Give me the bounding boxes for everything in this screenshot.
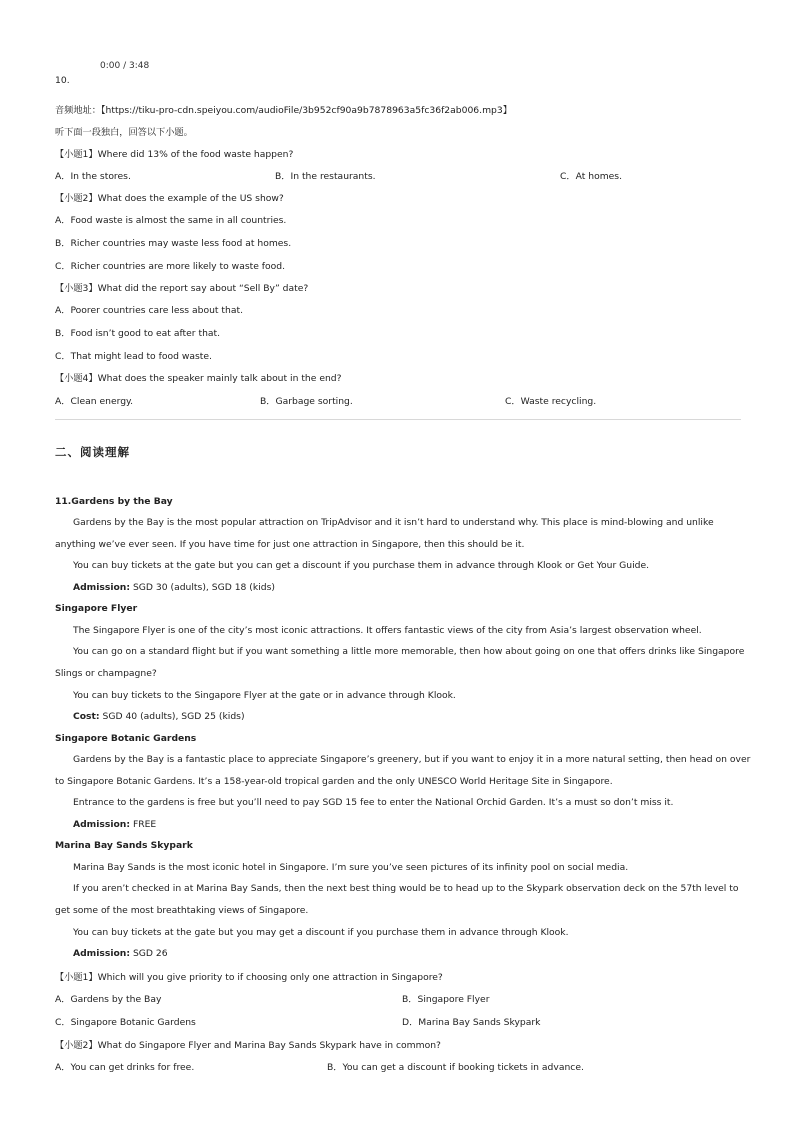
price-label: Cost: — [73, 711, 100, 722]
price-line — [73, 819, 156, 830]
paragraph: The Singapore Flyer is one of the city’s most iconic attractions. It offers fantastic views of the city from Asia’s largest observation wheel. — [73, 625, 702, 636]
question-number: 11. — [55, 496, 72, 507]
price-label: Admission: — [73, 948, 131, 959]
attraction-title: Singapore Flyer — [55, 603, 138, 614]
option[interactable]: A．Clean energy. — [55, 396, 134, 407]
paragraph: You can buy tickets at the gate but you may get a discount if you purchase them in advance through Klook. — [73, 927, 569, 938]
paragraph: Gardens by the Bay is the most popular attraction on TripAdvisor and it isn’t hard to understand why. This place is mind-blowing and unlike — [73, 517, 714, 528]
price-value: SGD 26 — [130, 948, 168, 959]
paragraph: If you aren’t checked in at Marina Bay Sands, then the next best thing would be to head up to the Skypark observation deck on the 57th level to — [73, 883, 739, 894]
option[interactable]: B．Garbage sorting. — [260, 396, 353, 407]
option[interactable]: C．Richer countries are more likely to waste food. — [55, 261, 286, 272]
section-divider — [55, 419, 741, 420]
price-label: Admission: — [73, 819, 131, 830]
option[interactable]: A．Food waste is almost the same in all countries. — [55, 215, 287, 226]
option[interactable]: B．Singapore Flyer — [402, 994, 490, 1005]
option[interactable]: A．Gardens by the Bay — [55, 994, 162, 1005]
paragraph: You can buy tickets to the Singapore Flyer at the gate or in advance through Klook. — [73, 690, 456, 701]
paragraph: You can buy tickets at the gate but you can get a discount if you purchase them in advance through Klook or Get Your Guide. — [73, 560, 650, 571]
option[interactable]: B．In the restaurants. — [275, 171, 376, 182]
option[interactable]: C．At homes. — [560, 171, 623, 182]
option[interactable]: A．In the stores. — [55, 171, 131, 182]
question-number: 10. — [55, 75, 70, 86]
option[interactable]: A．Poorer countries care less about that. — [55, 305, 243, 316]
option[interactable]: B．You can get a discount if booking tickets in advance. — [327, 1062, 584, 1073]
question-stem: 【小题4】What does the speaker mainly talk about in the end? — [55, 373, 342, 384]
option[interactable]: A．You can get drinks for free. — [55, 1062, 195, 1073]
paragraph: to Singapore Botanic Gardens. It’s a 158-year-old tropical garden and the only UNESCO World Heritage Site in Singapore. — [55, 776, 613, 787]
price-line — [73, 582, 275, 593]
attraction-title: Gardens by the Bay — [71, 496, 173, 507]
audio-url[interactable]: 音频地址：【https://tiku-pro-cdn.speiyou.com/audioFile/3b952cf90a9b7878963a5fc36f2ab006.mp3】 — [55, 105, 512, 116]
option[interactable]: D．Marina Bay Sands Skypark — [402, 1017, 541, 1028]
option[interactable]: C．That might lead to food waste. — [55, 351, 212, 362]
question-stem: 【小题1】Where did 13% of the food waste happen? — [55, 149, 294, 160]
audio-time[interactable]: 0:00 / 3:48 — [100, 61, 150, 71]
question-stem: 【小题3】What did the report say about “Sell By” date? — [55, 283, 309, 294]
section-title: 二、阅读理解 — [55, 445, 130, 459]
attraction-title: Marina Bay Sands Skypark — [55, 840, 193, 851]
question-stem: 【小题2】What does the example of the US show? — [55, 193, 284, 204]
price-label: Admission: — [73, 582, 131, 593]
option[interactable]: B．Food isn’t good to eat after that. — [55, 328, 221, 339]
paragraph: Gardens by the Bay is a fantastic place to appreciate Singapore’s greenery, but if you want to enjoy it in a more natural setting, then head on over — [73, 754, 751, 765]
price-value: FREE — [130, 819, 157, 830]
option[interactable]: C．Singapore Botanic Gardens — [55, 1017, 196, 1028]
paragraph: You can go on a standard flight but if you want something a little more memorable, then how about going on one that offers drinks like Singapore — [73, 646, 745, 657]
paragraph: Entrance to the gardens is free but you’ll need to pay SGD 15 fee to enter the National Orchid Garden. It’s a must so don’t miss it. — [73, 797, 674, 808]
price-value: SGD 30 (adults), SGD 18 (kids) — [130, 582, 275, 593]
paragraph: get some of the most breathtaking views of Singapore. — [55, 905, 309, 916]
paragraph: anything we’ve ever seen. If you have time for just one attraction in Singapore, then this should be it. — [55, 539, 525, 550]
price-value: SGD 40 (adults), SGD 25 (kids) — [99, 711, 245, 722]
question-stem: 【小题2】What do Singapore Flyer and Marina Bay Sands Skypark have in common? — [55, 1040, 441, 1051]
price-line — [73, 711, 245, 722]
option[interactable]: C．Waste recycling. — [505, 396, 597, 407]
attraction-title: Singapore Botanic Gardens — [55, 733, 197, 744]
passage-title — [55, 496, 173, 507]
paragraph: Marina Bay Sands is the most iconic hotel in Singapore. I’m sure you’ve seen pictures of its infinity pool on social media. — [73, 862, 629, 873]
instruction: 听下面一段独白，回答以下小题。 — [55, 127, 193, 138]
question-stem: 【小题1】Which will you give priority to if choosing only one attraction in Singapore? — [55, 972, 443, 983]
price-line — [73, 948, 168, 959]
option[interactable]: B．Richer countries may waste less food at homes. — [55, 238, 292, 249]
paragraph: Slings or champagne? — [55, 668, 157, 679]
